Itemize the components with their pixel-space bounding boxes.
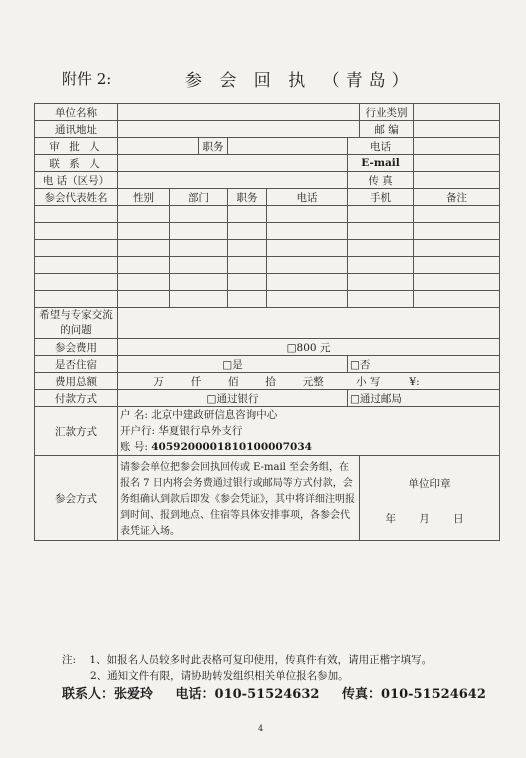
note-1: 1、如报名人员较多时此表格可复印使用，传真件有效，请用正楷字填写。 xyxy=(89,654,433,666)
approver-field[interactable] xyxy=(118,138,199,155)
address-label: 通讯地址 xyxy=(35,121,118,138)
lodging-no-checkbox[interactable]: □否 xyxy=(348,356,500,373)
contact-fax: 传真：010-51524642 xyxy=(341,687,486,702)
fee-row xyxy=(35,339,500,356)
unit-wan: 万 xyxy=(153,375,164,388)
note-2: 2、通知文件有限，请协助转发组织相关单位报名参加。 xyxy=(90,670,349,682)
unit-shi: 拾 xyxy=(265,375,276,388)
notes-label: 注: xyxy=(62,654,77,666)
account-number: 4059200001810100007034 xyxy=(151,441,312,453)
bank-name: 华夏银行阜外支行 xyxy=(158,425,243,437)
fax-label: 传 真 xyxy=(348,172,414,189)
col-name: 参会代表姓名 xyxy=(35,189,118,206)
remit-label: 汇款方式 xyxy=(35,407,118,456)
seal-label: 单位印章 xyxy=(408,478,451,490)
contact-label: 联 系 人 xyxy=(35,155,118,172)
postcode-label: 邮 编 xyxy=(360,121,414,138)
issues-label: 希望与专家交流的问题 xyxy=(35,308,118,339)
pay-bank-checkbox[interactable]: □通过银行 xyxy=(118,390,348,407)
col-department: 部门 xyxy=(170,189,228,206)
fee-label: 参会费用 xyxy=(35,339,118,356)
fee-option[interactable]: □800 元 xyxy=(118,339,500,356)
phone-field[interactable] xyxy=(414,138,500,155)
attend-label: 参会方式 xyxy=(35,456,118,541)
issues-field[interactable] xyxy=(118,308,500,339)
address-row xyxy=(35,121,500,138)
tel-label: 电 话（区号） xyxy=(35,172,118,189)
lodging-yes-checkbox[interactable]: □是 xyxy=(118,356,348,373)
fax-field[interactable] xyxy=(414,172,500,189)
total-row xyxy=(35,373,500,390)
delegate-row xyxy=(35,206,500,223)
attend-instructions: 请参会单位把参会回执回传或 E-mail 至会务组，在报名 7 日内将会务费通过银行或邮局等方式付款，会务组确认到款后即发《参会凭证》，其中将详细注明报到时间、报到地点、住宿等具体安排事项，各参会代表凭证入场。 xyxy=(118,456,360,541)
lodging-row xyxy=(35,356,500,373)
position-field[interactable] xyxy=(228,138,348,155)
payment-row xyxy=(35,390,500,407)
total-amount-field[interactable] xyxy=(118,373,500,390)
account-name-label: 户 名: xyxy=(120,409,148,421)
col-position: 职务 xyxy=(228,189,267,206)
delegate-header-row xyxy=(35,189,500,206)
title-row xyxy=(0,66,526,90)
page-title: 参 会 回 执 （青岛） xyxy=(185,71,415,91)
delegate-row xyxy=(35,257,500,274)
attend-row xyxy=(35,456,500,541)
delegate-row xyxy=(35,240,500,257)
footer-contact xyxy=(62,683,504,702)
contact-phone: 电话：010-51524632 xyxy=(175,687,320,702)
delegate-row xyxy=(35,291,500,308)
industry-label: 行业类别 xyxy=(360,104,414,121)
unit-name-field[interactable] xyxy=(118,104,360,121)
unit-name-label: 单位名称 xyxy=(35,104,118,121)
date-label: 年 月 日 xyxy=(385,513,474,525)
account-number-label: 账 号: xyxy=(120,441,148,453)
approver-label: 审 批 人 xyxy=(35,138,118,155)
attachment-label: 附件 2: xyxy=(62,70,112,88)
seal-area xyxy=(360,456,500,541)
payment-label: 付款方式 xyxy=(35,390,118,407)
account-name: 北京中建政研信息咨询中心 xyxy=(151,409,278,421)
delegate-row xyxy=(35,274,500,291)
unit-bai: 佰 xyxy=(228,375,239,388)
unit-qian: 仟 xyxy=(190,375,202,388)
lodging-label: 是否住宿 xyxy=(35,356,118,373)
yen-label: ¥: xyxy=(409,375,420,388)
col-mobile: 手机 xyxy=(348,189,414,206)
small-label: 小 写 xyxy=(356,375,381,388)
page-number: 4 xyxy=(258,724,264,733)
col-phone: 电话 xyxy=(267,189,348,206)
tel-row xyxy=(35,172,500,189)
industry-field[interactable] xyxy=(414,104,500,121)
contact-row xyxy=(35,155,500,172)
total-label: 费用总额 xyxy=(35,373,118,390)
remit-details xyxy=(118,407,500,456)
col-remark: 备注 xyxy=(414,189,500,206)
phone-label: 电话 xyxy=(348,138,414,155)
unit-row xyxy=(35,104,500,121)
position-label: 职务 xyxy=(199,138,228,155)
issues-row xyxy=(35,308,500,339)
delegate-row xyxy=(35,223,500,240)
contact-person: 联系人：张爱玲 xyxy=(62,687,154,702)
notes xyxy=(62,652,432,684)
col-gender: 性别 xyxy=(118,189,170,206)
pay-post-checkbox[interactable]: □通过邮局 xyxy=(348,390,500,407)
email-label: E-mail xyxy=(348,155,414,172)
registration-form xyxy=(34,103,500,541)
contact-field[interactable] xyxy=(118,155,348,172)
postcode-field[interactable] xyxy=(414,121,500,138)
unit-yuan: 元整 xyxy=(302,375,324,388)
address-field[interactable] xyxy=(118,121,360,138)
bank-label: 开户行: xyxy=(120,425,156,437)
approver-row xyxy=(35,138,500,155)
email-field[interactable] xyxy=(414,155,500,172)
tel-field[interactable] xyxy=(118,172,348,189)
remit-row xyxy=(35,407,500,456)
